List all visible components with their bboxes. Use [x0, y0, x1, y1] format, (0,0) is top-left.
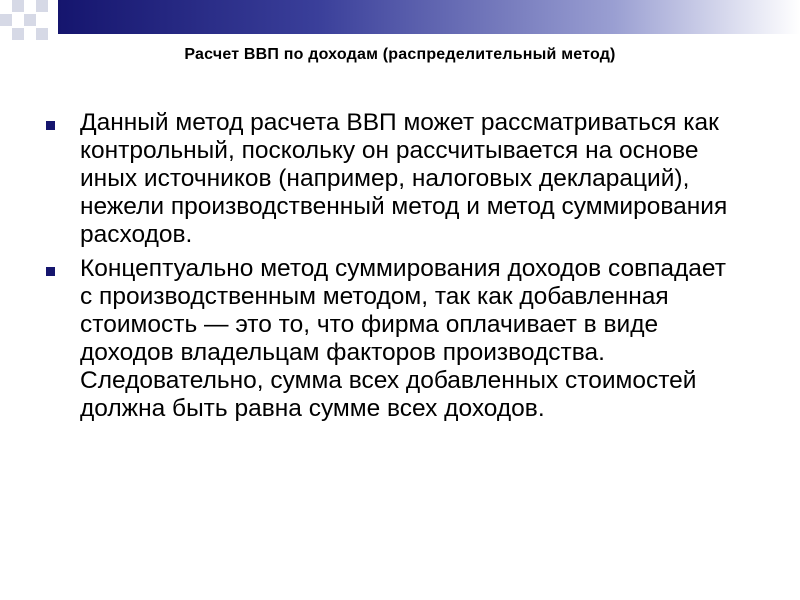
decor-square	[0, 14, 12, 26]
square-bullet-icon	[46, 121, 55, 130]
bullet-text: Данный метод расчета ВВП может рассматриваться как контрольный, поскольку он рассчитывается на основе иных источников (например, налоговых деклараций), нежели производственный метод и метод суммирования расходов.	[80, 109, 728, 248]
square-bullet-icon	[46, 267, 55, 276]
bullet-item	[44, 255, 744, 423]
bullet-text: Концептуально метод суммирования доходов совпадает с производственным методом, так как добавленная стоимость — это то, что фирма оплачивает в виде доходов владельцам факторов производства. Следовательно, сумма всех добавленных стоимостей должна быть равна сумме всех доходов.	[80, 255, 726, 422]
decor-square	[12, 28, 24, 40]
decor-square	[36, 0, 48, 12]
header-gradient-bar	[58, 0, 800, 34]
slide-title: Расчет ВВП по доходам (распределительный метод)	[184, 46, 616, 63]
corner-decoration	[0, 0, 60, 50]
decor-square	[36, 28, 48, 40]
decor-square	[12, 0, 24, 12]
decor-square	[24, 14, 36, 26]
bullet-item	[44, 109, 744, 249]
bullet-list	[44, 109, 744, 429]
